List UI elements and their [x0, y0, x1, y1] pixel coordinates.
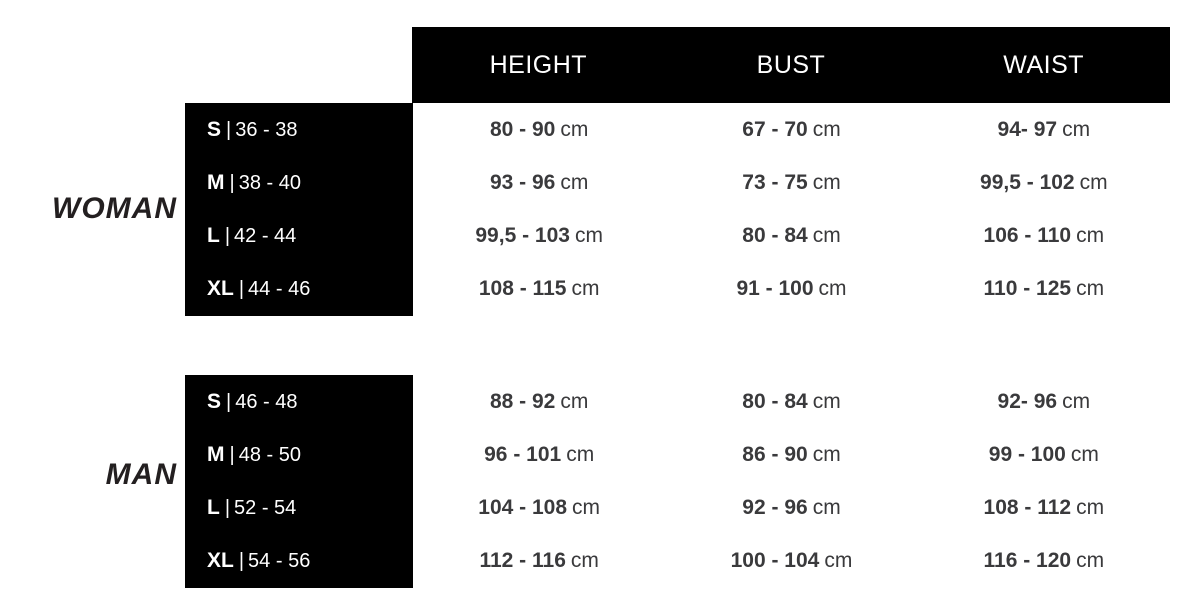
size-range: 42 - 44 — [234, 225, 297, 248]
size-code: M — [207, 442, 225, 466]
measure-value: 93 - 96 — [489, 170, 556, 194]
measure-unit: cm — [566, 442, 595, 466]
cell-bust — [665, 496, 917, 520]
measure-value: 91 - 100 — [736, 277, 814, 301]
column-header-height: HEIGHT — [489, 50, 588, 79]
cell-height — [413, 549, 665, 573]
measure-value: 99,5 - 102 — [980, 170, 1075, 194]
size-code: L — [207, 496, 220, 520]
column-header-bust: BUST — [756, 50, 826, 79]
measure-unit: cm — [574, 224, 603, 248]
measure-value: 67 - 70 — [742, 117, 808, 141]
cell-height — [413, 443, 665, 467]
table-row — [185, 428, 1170, 481]
cell-bust — [665, 443, 917, 467]
measure-value: 100 - 104 — [730, 549, 820, 573]
cell-bust — [665, 224, 917, 248]
cell-size — [185, 443, 413, 467]
cell-height — [413, 390, 665, 414]
cell-height — [413, 277, 665, 301]
cell-bust — [665, 390, 917, 414]
size-range: 36 - 38 — [235, 118, 298, 141]
measure-value: 92 - 96 — [742, 496, 808, 520]
measure-unit: cm — [812, 442, 841, 466]
cell-waist — [918, 277, 1170, 301]
cell-waist — [918, 171, 1170, 195]
table-row — [185, 210, 1170, 263]
size-separator: | — [238, 278, 245, 301]
measure-value: 80 - 84 — [742, 224, 808, 248]
measure-value: 108 - 115 — [478, 277, 567, 301]
measure-value: 80 - 90 — [489, 117, 556, 141]
size-separator: | — [224, 497, 231, 520]
size-code: S — [207, 117, 222, 141]
cell-bust — [665, 549, 917, 573]
measure-unit: cm — [812, 389, 841, 413]
measure-unit: cm — [1079, 170, 1108, 194]
cell-size — [185, 390, 413, 414]
measure-unit: cm — [824, 549, 853, 573]
measure-unit: cm — [812, 496, 841, 520]
cell-bust — [665, 277, 917, 301]
size-separator: | — [226, 118, 232, 141]
cell-height — [413, 118, 665, 142]
cell-waist — [918, 443, 1170, 467]
measure-unit: cm — [1062, 117, 1091, 141]
group-title-woman: WOMAN — [52, 192, 177, 225]
cell-size — [185, 224, 413, 248]
cell-size — [185, 171, 413, 195]
size-separator: | — [224, 225, 231, 248]
size-range: 54 - 56 — [248, 550, 311, 573]
measure-unit: cm — [560, 117, 589, 141]
size-code: XL — [207, 277, 234, 301]
size-code: L — [207, 224, 220, 248]
table-row — [185, 375, 1170, 428]
measure-unit: cm — [1070, 442, 1099, 466]
cell-size — [185, 496, 413, 520]
measure-unit: cm — [571, 277, 600, 301]
table-row — [185, 156, 1170, 209]
measure-value: 88 - 92 — [489, 389, 556, 413]
cell-bust — [665, 171, 917, 195]
measure-unit: cm — [560, 389, 589, 413]
measure-unit: cm — [1076, 224, 1105, 248]
measure-value: 99 - 100 — [988, 442, 1066, 466]
measure-unit: cm — [818, 277, 847, 301]
measure-value: 110 - 125 — [983, 277, 1072, 301]
measure-unit: cm — [812, 224, 841, 248]
cell-waist — [918, 118, 1170, 142]
size-range: 48 - 50 — [238, 443, 301, 466]
cell-waist — [918, 496, 1170, 520]
measure-value: 96 - 101 — [484, 442, 562, 466]
measure-value: 86 - 90 — [742, 442, 808, 466]
measure-value: 73 - 75 — [742, 170, 808, 194]
measure-unit: cm — [812, 170, 841, 194]
measure-value: 92- 96 — [997, 389, 1058, 413]
measure-unit: cm — [1062, 389, 1091, 413]
measure-unit: cm — [812, 117, 841, 141]
table-body-woman — [185, 103, 1170, 316]
cell-size — [185, 277, 413, 301]
cell-size — [185, 549, 413, 573]
measure-value: 106 - 110 — [983, 224, 1072, 248]
measure-value: 94- 97 — [997, 117, 1058, 141]
table-row — [185, 482, 1170, 535]
size-range: 46 - 48 — [235, 390, 298, 413]
table-row — [185, 535, 1170, 588]
table-row — [185, 103, 1170, 156]
measure-value: 80 - 84 — [742, 389, 808, 413]
size-separator: | — [226, 390, 232, 413]
size-code: XL — [207, 549, 234, 573]
cell-bust — [665, 118, 917, 142]
cell-waist — [918, 390, 1170, 414]
measure-unit: cm — [1076, 496, 1105, 520]
cell-size — [185, 118, 413, 142]
size-separator: | — [238, 550, 245, 573]
size-separator: | — [229, 443, 235, 466]
table-row — [185, 263, 1170, 316]
measure-unit: cm — [560, 170, 589, 194]
cell-waist — [918, 224, 1170, 248]
group-title-man: MAN — [105, 458, 177, 491]
size-code: S — [207, 389, 222, 413]
size-range: 44 - 46 — [248, 278, 311, 301]
cell-height — [413, 224, 665, 248]
measure-unit: cm — [1076, 277, 1105, 301]
size-separator: | — [229, 171, 235, 194]
size-code: M — [207, 170, 225, 194]
size-range: 52 - 54 — [234, 497, 297, 520]
measure-value: 99,5 - 103 — [475, 224, 570, 248]
measure-unit: cm — [1076, 549, 1105, 573]
measure-value: 104 - 108 — [478, 496, 568, 520]
measure-unit: cm — [572, 496, 601, 520]
column-header-row — [412, 27, 1170, 103]
measure-value: 112 - 116 — [479, 549, 566, 573]
table-body-man — [185, 375, 1170, 588]
size-range: 38 - 40 — [238, 171, 301, 194]
measure-value: 108 - 112 — [983, 496, 1072, 520]
cell-waist — [918, 549, 1170, 573]
measure-unit: cm — [570, 549, 599, 573]
measure-value: 116 - 120 — [983, 549, 1072, 573]
column-header-waist: WAIST — [1003, 50, 1085, 79]
cell-height — [413, 496, 665, 520]
cell-height — [413, 171, 665, 195]
